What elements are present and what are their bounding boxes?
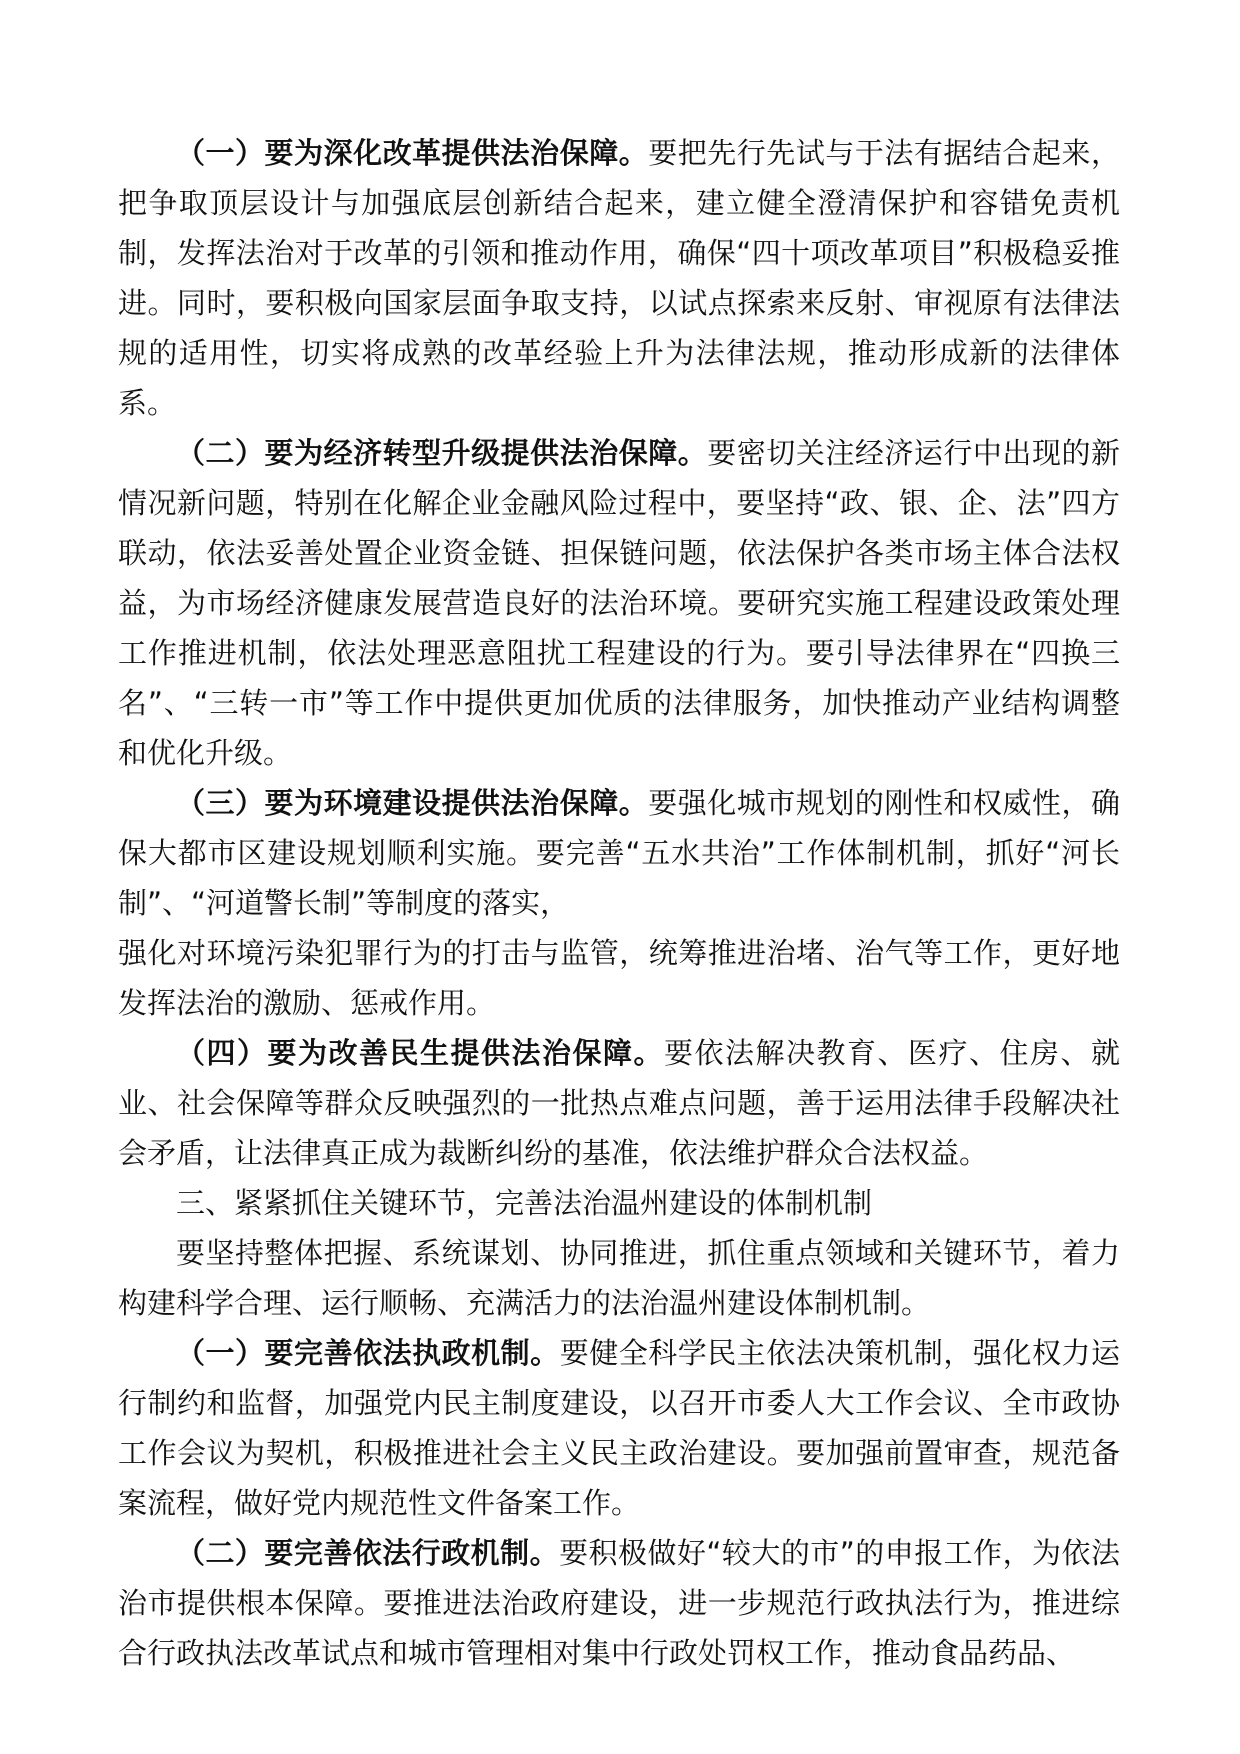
paragraph-governance <box>118 1328 1120 1528</box>
paragraph-body: 要积极做好“较大的市”的申报工作，为依法治市提供根本保障。要推进法治政府建设，进一步规范行政执法行为，推进综合行政执法改革试点和城市管理相对集中行政处罚权工作，推动食品药品、 <box>118 1536 1120 1670</box>
paragraph-heading: （二）要完善依法行政机制。 <box>176 1536 560 1570</box>
paragraph-body: 要强化城市规划的刚性和权威性，确保大都市区建设规划顺利实施。要完善“五水共治”工作体制机制，抓好“河长制”、“河道警长制”等制度的落实， <box>118 786 1120 920</box>
document-page <box>118 128 1120 1678</box>
paragraph-body: 要把先行先试与于法有据结合起来，把争取顶层设计与加强底层创新结合起来，建立健全澄清保护和容错免责机制，发挥法治对于改革的引领和推动作用，确保“四十项改革项目”积极稳妥推进。同时，要积极向国家层面争取支持，以试点探索来反射、审视原有法律法规的适用性，切实将成熟的改革经验上升为法律法规，推动形成新的法律体系。 <box>118 136 1120 420</box>
paragraph-section-intro <box>118 1228 1120 1328</box>
paragraph-heading: （二）要为经济转型升级提供法治保障。 <box>176 436 708 470</box>
paragraph-economy <box>118 428 1120 778</box>
paragraph-livelihood <box>118 1028 1120 1178</box>
paragraph-body: 要坚持整体把握、系统谋划、协同推进，抓住重点领域和关键环节，着力构建科学合理、运行顺畅、充满活力的法治温州建设体制机制。 <box>118 1236 1120 1320</box>
paragraph-heading: （一）要为深化改革提供法治保障。 <box>176 136 649 170</box>
paragraph-environment <box>118 778 1120 928</box>
paragraph-heading: （三）要为环境建设提供法治保障。 <box>176 786 649 820</box>
paragraph-body: 强化对环境污染犯罪行为的打击与监管，统筹推进治堵、治气等工作，更好地发挥法治的激励、惩戒作用。 <box>118 936 1120 1020</box>
paragraph-environment-continued <box>118 928 1120 1028</box>
paragraph-reform <box>118 128 1120 428</box>
paragraph-administration <box>118 1528 1120 1678</box>
section-heading-three <box>118 1178 1120 1228</box>
paragraph-heading: （四）要为改善民生提供法治保障。 <box>176 1036 664 1070</box>
section-heading-text: 三、紧紧抓住关键环节，完善法治温州建设的体制机制 <box>176 1186 873 1220</box>
paragraph-body: 要健全科学民主依法决策机制，强化权力运行制约和监督，加强党内民主制度建设，以召开市委人大工作会议、全市政协工作会议为契机，积极推进社会主义民主政治建设。要加强前置审查，规范备案流程，做好党内规范性文件备案工作。 <box>118 1336 1120 1520</box>
paragraph-body: 要密切关注经济运行中出现的新情况新问题，特别在化解企业金融风险过程中，要坚持“政、银、企、法”四方联动，依法妥善处置企业资金链、担保链问题，依法保护各类市场主体合法权益，为市场经济健康发展营造良好的法治环境。要研究实施工程建设政策处理工作推进机制，依法处理恶意阻扰工程建设的行为。要引导法律界在“四换三名”、“三转一市”等工作中提供更加优质的法律服务，加快推动产业结构调整和优化升级。 <box>118 436 1120 770</box>
paragraph-heading: （一）要完善依法执政机制。 <box>176 1336 560 1370</box>
paragraph-body: 要依法解决教育、医疗、住房、就业、社会保障等群众反映强烈的一批热点难点问题，善于运用法律手段解决社会矛盾，让法律真正成为裁断纠纷的基准，依法维护群众合法权益。 <box>118 1036 1120 1170</box>
